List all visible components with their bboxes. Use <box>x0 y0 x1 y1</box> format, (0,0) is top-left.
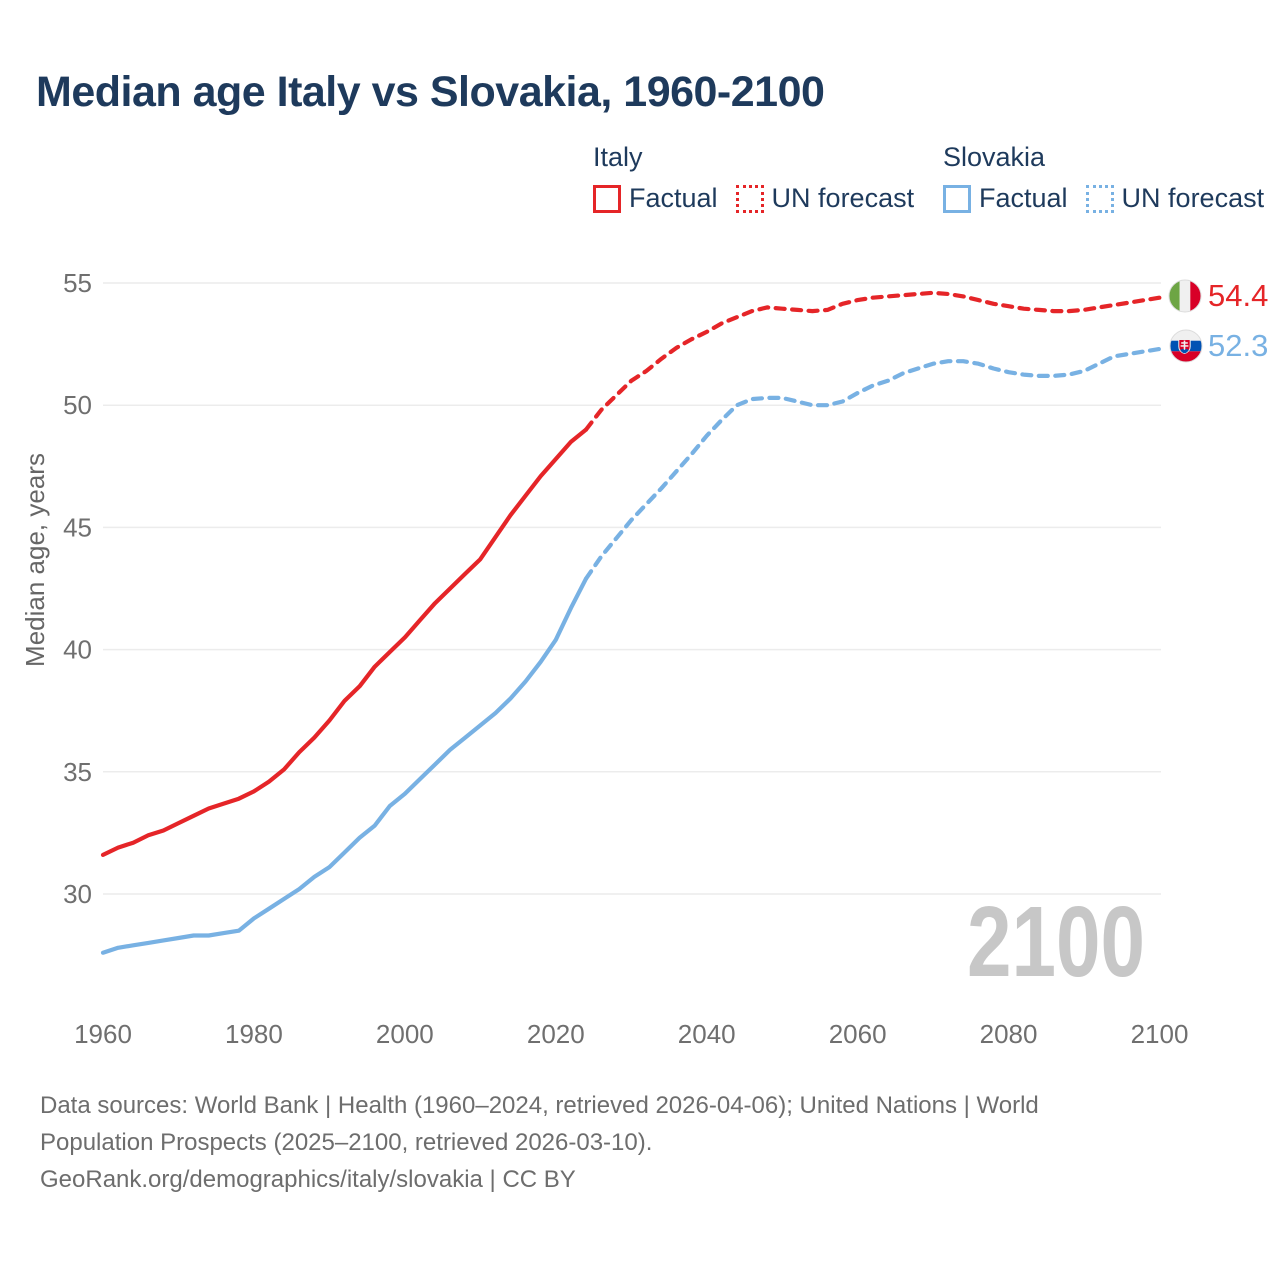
y-tick-label-55: 55 <box>63 268 92 298</box>
slovakia-flag-icon <box>1170 330 1202 362</box>
footer <box>40 1087 1145 1198</box>
attribution-text: GeoRank.org/demographics/italy/slovakia | CC BY <box>40 1166 576 1193</box>
x-tick-label-1980: 1980 <box>225 1019 283 1049</box>
slovakia-forecast-line <box>586 349 1160 579</box>
y-tick-label-40: 40 <box>63 634 92 665</box>
x-tick-label-2020: 2020 <box>526 1019 585 1049</box>
legend-header-italy: Italy <box>593 142 643 172</box>
x-axis-tick-labels <box>74 1019 1188 1049</box>
slovakia-forecast-swatch <box>1086 185 1114 213</box>
x-tick-label-2100: 2100 <box>1130 1019 1189 1049</box>
x-tick-label-2040: 2040 <box>677 1019 736 1049</box>
data-sources-text: Data sources: World Bank | Health (1960–2024, retrieved 2026-04-06); United Nations | World Population Prospects (2025–2100, retrieved 2026-03-10). <box>40 1092 1039 1156</box>
gridlines <box>103 283 1161 894</box>
y-tick-label-35: 35 <box>63 756 92 787</box>
legend-group-italy <box>593 142 932 214</box>
italy-forecast-line <box>586 293 1160 430</box>
watermark-2100: 2100 <box>967 886 1145 998</box>
legend <box>593 142 1265 214</box>
legend-group-slovakia <box>943 142 1280 214</box>
italy-flag-icon <box>1169 280 1201 312</box>
x-tick-label-2060: 2060 <box>828 1019 887 1049</box>
legend-header-slovakia: Slovakia <box>943 142 1046 172</box>
y-tick-label-45: 45 <box>63 512 92 543</box>
slovakia-forecast-label: UN forecast <box>1121 183 1265 213</box>
x-tick-label-1960: 1960 <box>74 1019 132 1049</box>
slovakia-factual-label: Factual <box>979 183 1068 213</box>
italy-end-value: 54.4 <box>1208 278 1269 313</box>
slovakia-factual-line <box>103 579 586 953</box>
page-title: Median age Italy vs Slovakia, 1960-2100 <box>36 68 825 116</box>
italy-forecast-swatch <box>736 185 764 213</box>
y-axis-tick-labels <box>63 268 92 909</box>
italy-factual-label: Factual <box>629 183 718 213</box>
y-tick-label-30: 30 <box>63 879 92 909</box>
y-tick-label-50: 50 <box>63 390 92 421</box>
slovakia-end-value: 52.3 <box>1208 328 1269 363</box>
x-tick-label-2000: 2000 <box>375 1019 434 1049</box>
series-lines <box>103 293 1160 953</box>
y-axis-title: Median age, years <box>20 453 50 667</box>
slovakia-factual-swatch <box>943 185 971 213</box>
italy-factual-line <box>103 430 586 855</box>
italy-forecast-label: UN forecast <box>771 183 915 213</box>
italy-factual-swatch <box>593 185 621 213</box>
x-tick-label-2080: 2080 <box>979 1019 1038 1049</box>
